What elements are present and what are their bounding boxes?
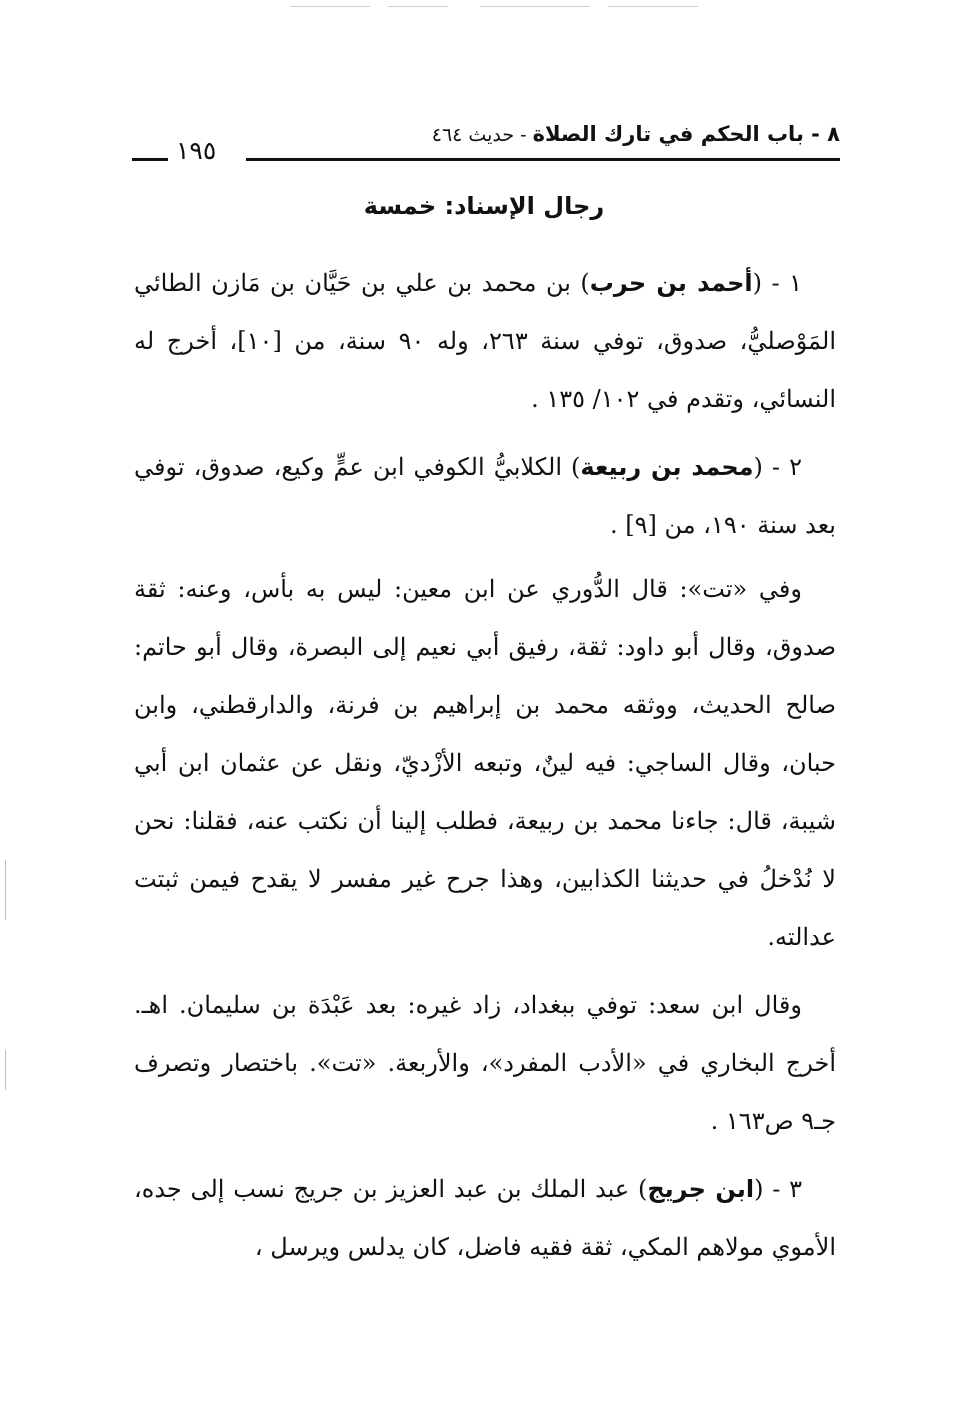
- scan-margin-mark: [5, 1050, 6, 1090]
- commentary-paragraph: وفي «تت»: قال الدُّوري عن ابن معين: ليس به بأس، وعنه: ثقة صدوق، وقال أبو داود: ثقة، رفيق أبي نعيم إلى البصرة، وقال أبو حاتم: صالح الحديث، ووثقه محمد بن إبراهيم بن فرنة، والدارقطني، وابن حبان، وقال الساجي: فيه لينٌ، وتبعه الأزْديّ، ونقل عن عثمان ابن أبي شيبة، قال: جاءنا محمد بن ربيعة، فطلب إلينا أن نكتب عنه، فقلنا: نحن لا نُدْخلُ في حديثنا الكذابين، وهذا جرح غير مفسر لا يقدح فيمن ثبتت عدالته.: [134, 575, 836, 951]
- entry-number: ١ - (: [752, 269, 802, 297]
- running-title-hadith: - حديث ٤٦٤: [431, 124, 533, 146]
- entry-number: ٢ - (: [753, 453, 803, 481]
- main-text: [134, 254, 836, 1286]
- page-number: ١٩٥: [176, 136, 217, 165]
- narrator-entry-3: [134, 1160, 836, 1276]
- entry-text: ) بن محمد بن علي بن حَيَّان بن مَازن الطائي المَوْصليُّ، صدوق، توفي سنة ٢٦٣، وله ٩٠ سنة، من [١٠]، أخرج له النسائي، وتقدم في ١٠٢/ ١٣٥ .: [134, 269, 836, 413]
- running-title: [432, 122, 840, 146]
- narrator-name: ابن جريج: [647, 1175, 755, 1203]
- entry-text: ) الكلابيُّ الكوفي ابن عمٍّ وكيع، صدوق، توفي بعد سنة ١٩٠، من [٩] .: [134, 453, 836, 539]
- scan-edge-marks: [0, 0, 968, 10]
- narrator-name: محمد بن ربيعة: [580, 453, 754, 481]
- page-number-dash: [132, 158, 168, 161]
- commentary-paragraph: وقال ابن سعد: توفي ببغداد، زاد غيره: بعد عَبْدَة بن سليمان. اهـ. أخرج البخاري في «الأدب المفرد»، والأربعة. «تت». باختصار وتصرف جـ٩ ص١٦٣ .: [134, 991, 836, 1135]
- narrator-entry-2: [134, 438, 836, 554]
- entry-text: ) عبد الملك بن عبد العزيز بن جريج نسب إلى جده، الأموي مولاهم المكي، ثقة فقيه فاضل، كان يدلس ويرسل ،: [134, 1175, 836, 1261]
- section-heading: رجال الإسناد: خمسة: [363, 192, 605, 220]
- header-rule: [246, 158, 840, 161]
- narrator-name: أحمد بن حرب: [589, 269, 753, 297]
- running-title-main: ٨ - باب الحكم في تارك الصلاة: [532, 122, 840, 146]
- running-header: [128, 122, 840, 165]
- scan-margin-mark: [5, 860, 6, 920]
- narrator-entry-1: [134, 254, 836, 428]
- entry-number: ٣ - (: [754, 1175, 803, 1203]
